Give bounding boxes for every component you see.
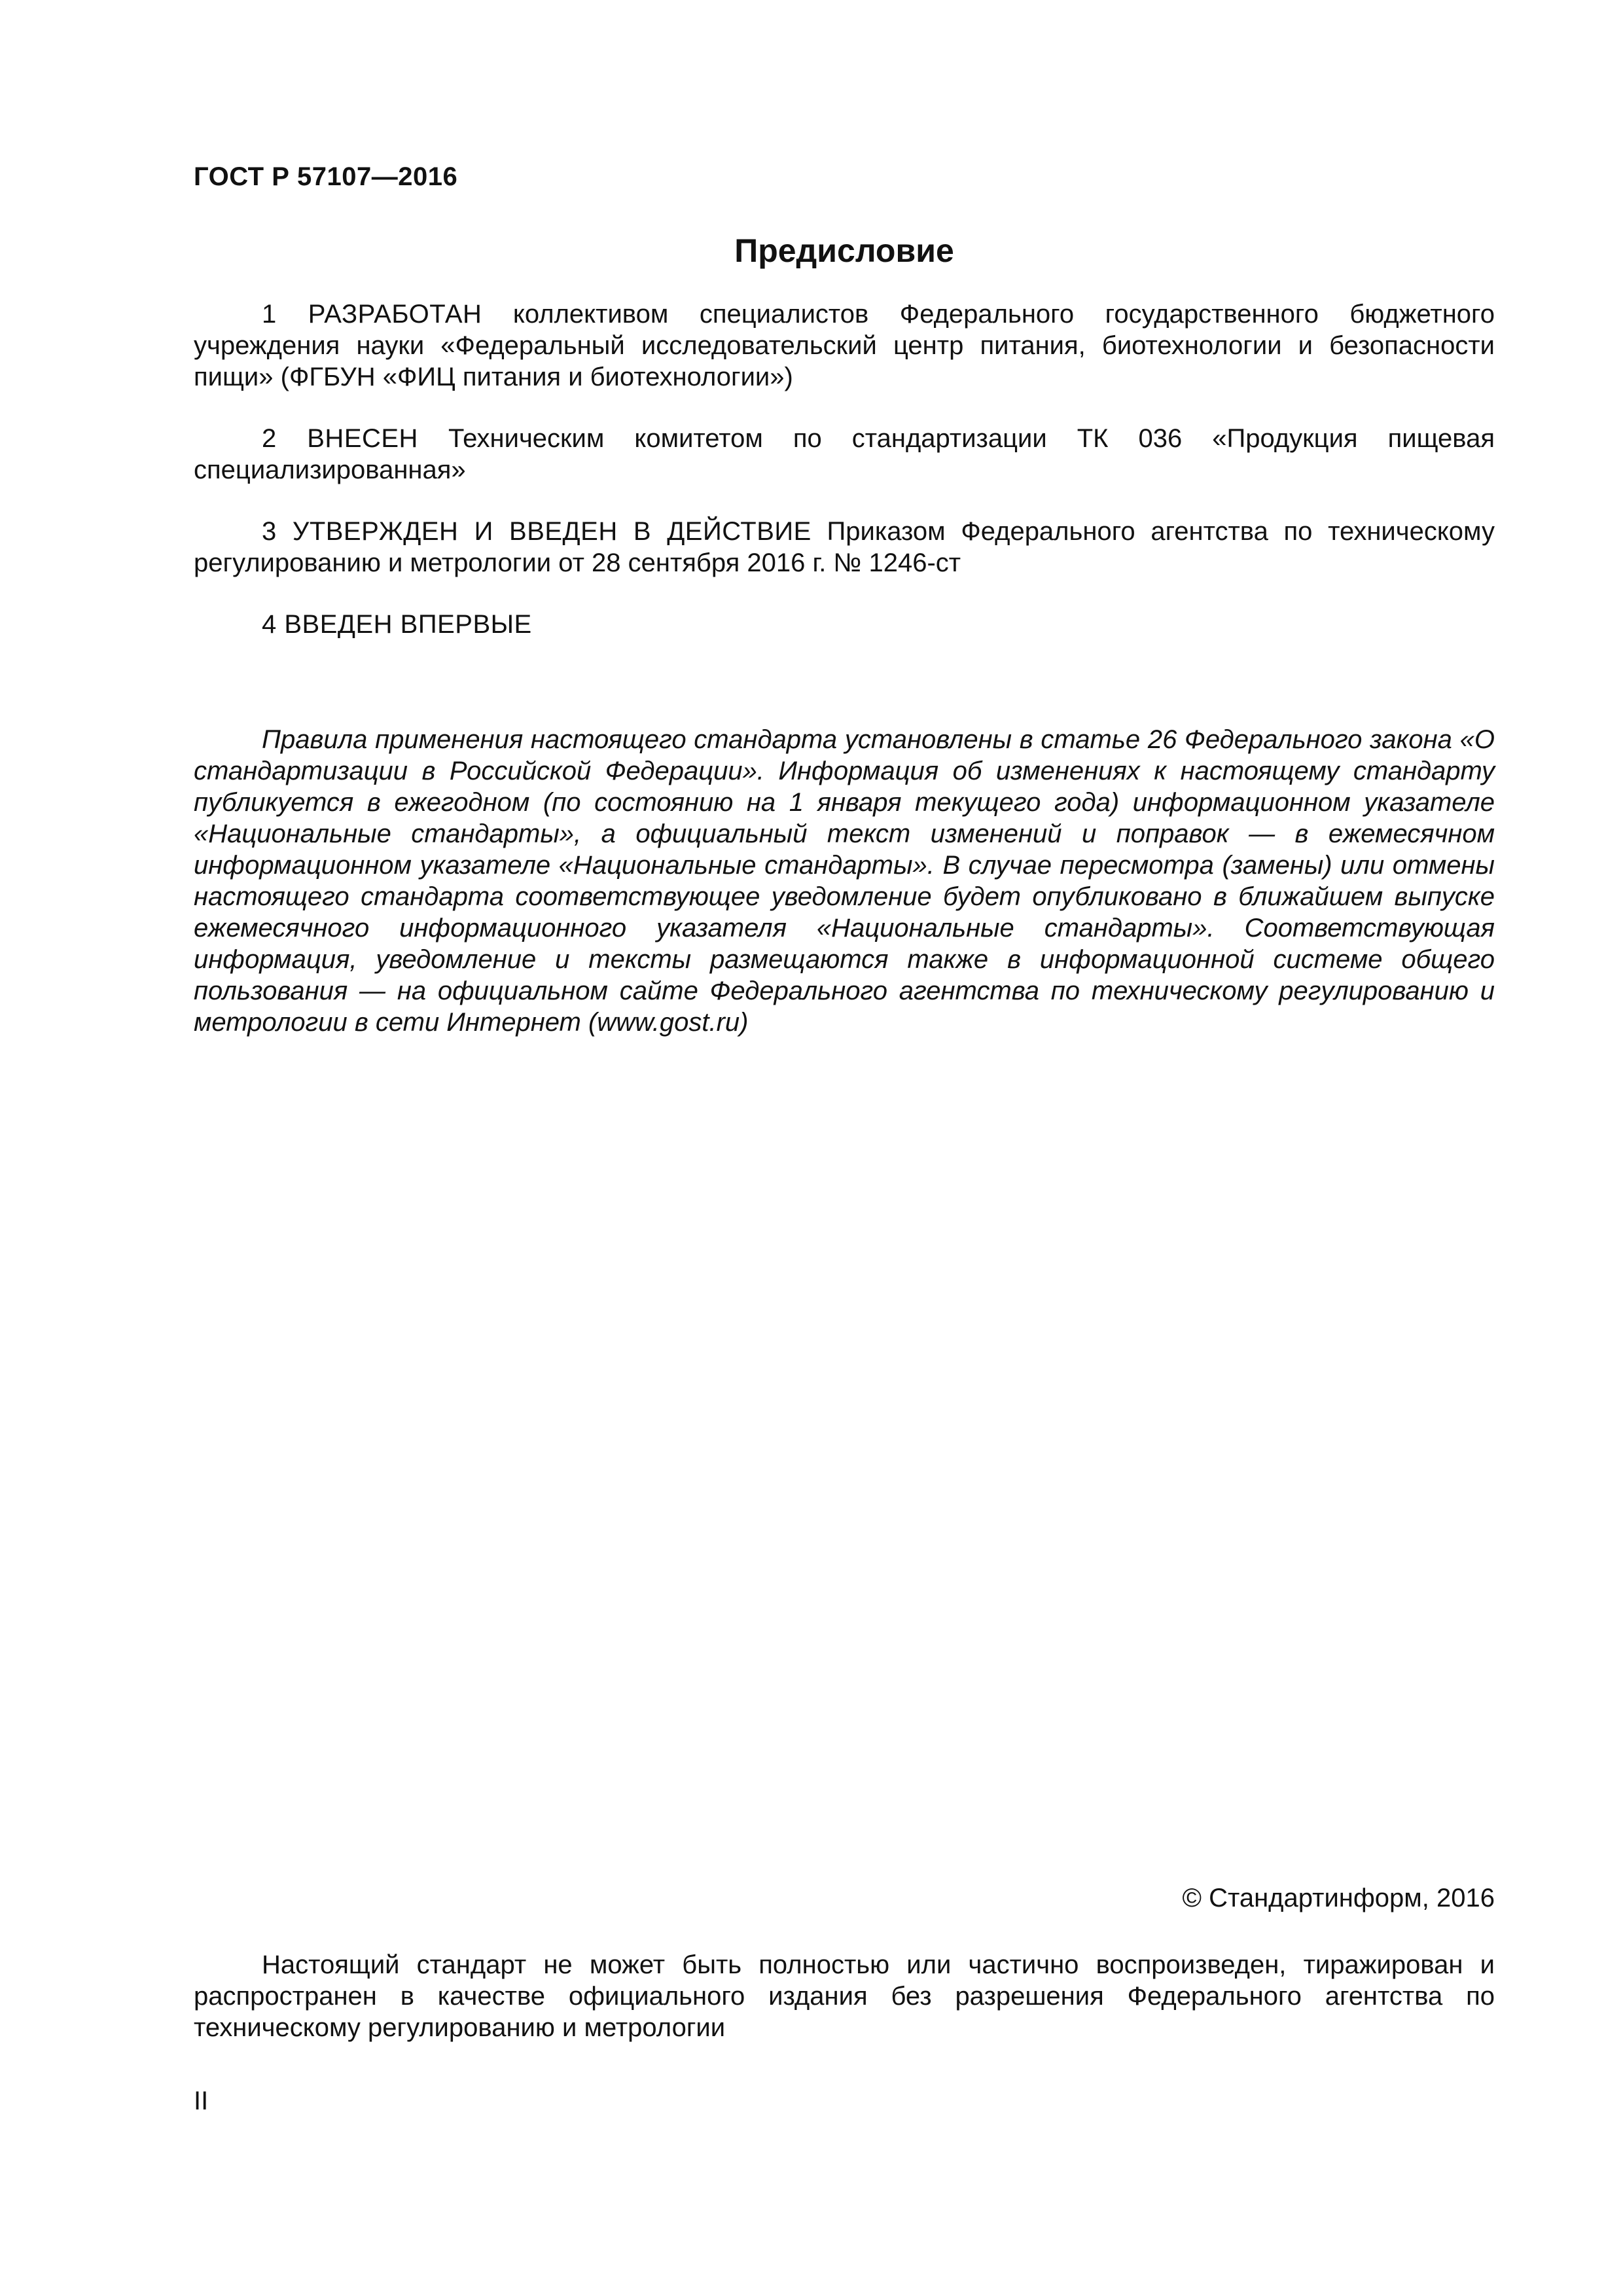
foreword-item-2 bbox=[194, 423, 1495, 486]
reproduction-restriction: Настоящий стандарт не может быть полностью или частично воспроизведен, тиражирован и распространен в качестве официального издания без разрешения Федерального агентства по техническому регулированию и метрологии bbox=[194, 1950, 1495, 2042]
foreword-item-text: Приказом Федерального агентства по техническому регулированию и метрологии от 28 сентября 2016 г. № 1246-ст bbox=[194, 517, 1495, 577]
page-title: Предисловие bbox=[734, 232, 954, 269]
copyright-notice: © Стандартинформ, 2016 bbox=[1182, 1884, 1495, 1912]
foreword-item-4 bbox=[194, 609, 1495, 640]
application-rules-notice: Правила применения настоящего стандарта установлены в статье 26 Федерального закона «О стандартизации в Российской Федерации». Информация об изменениях к настоящему стандарту публикуется в ежегодном (по состоянию на 1 января текущего года) информационном указателе «Национальные стандарты», а официальный текст изменений и поправок — в ежемесячном информационном указателе «Национальные стандарты». В случае пересмотра (замены) или отмены настоящего стандарта соответствующее уведомление будет опубликовано в ближайшем выпуске ежемесячного информационного указателя «Национальные стандарты». Соответствующая информация, уведомление и тексты размещаются также в информационной системе общего пользования — на официальном сайте Федерального агентства по техническому регулированию и метрологии в сети Интернет (www.gost.ru) bbox=[194, 725, 1495, 1037]
foreword-item-lead: 3 УТВЕРЖДЕН И ВВЕДЕН В ДЕЙСТВИЕ bbox=[262, 517, 812, 546]
foreword-item-3 bbox=[194, 516, 1495, 579]
foreword-item-text: коллективом специалистов Федерального государственного бюджетного учреждения науки «Федеральный исследовательский центр питания, биотехнологии и безопасности пищи» (ФГБУН «ФИЦ питания и биотехнологии») bbox=[194, 300, 1495, 391]
foreword-item-text: Техническим комитетом по стандартизации ТК 036 «Продукция пищевая специализированная» bbox=[194, 424, 1495, 484]
document-code: ГОСТ Р 57107—2016 bbox=[194, 162, 458, 191]
foreword-item-1 bbox=[194, 298, 1495, 393]
foreword-item-lead: 1 РАЗРАБОТАН bbox=[262, 300, 482, 329]
foreword-item-lead: 4 ВВЕДЕН ВПЕРВЫЕ bbox=[262, 610, 532, 639]
foreword-content bbox=[194, 298, 1495, 1038]
page-number: II bbox=[194, 2087, 209, 2115]
foreword-item-lead: 2 ВНЕСЕН bbox=[262, 424, 418, 453]
